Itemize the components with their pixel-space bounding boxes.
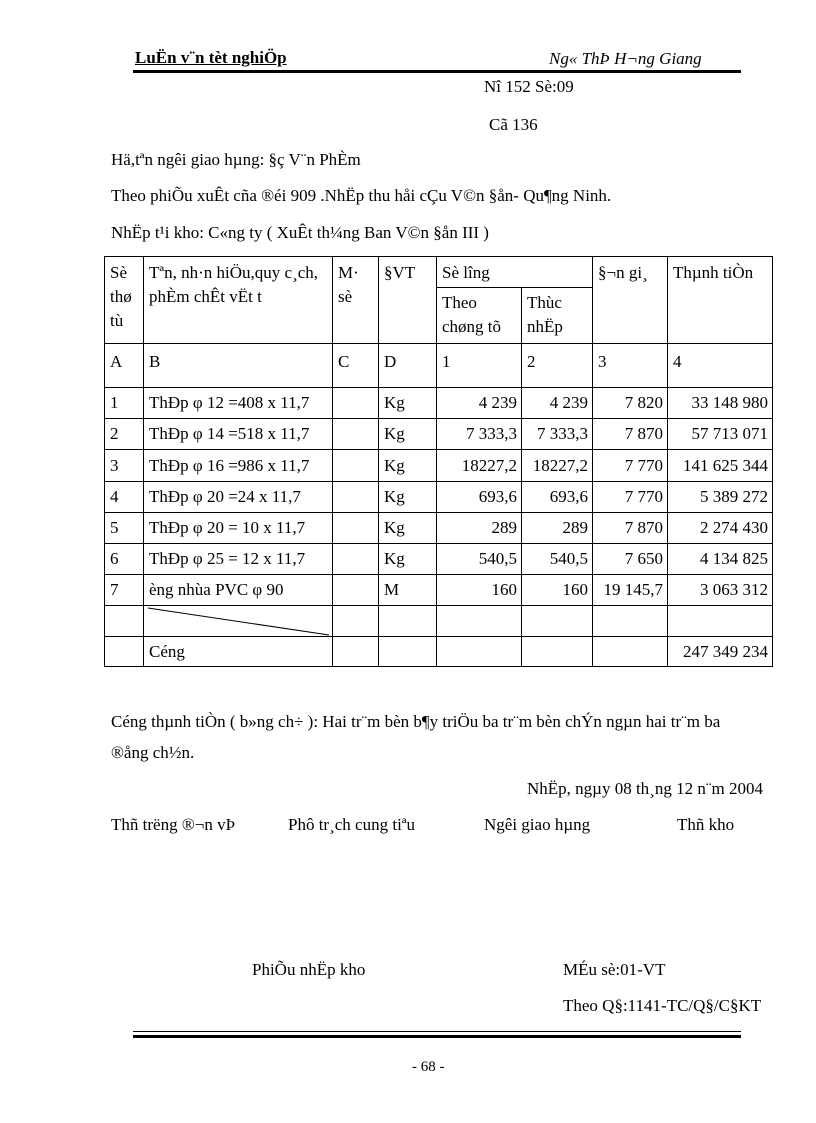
row-code <box>333 419 379 450</box>
row-name: ThÐp φ 20 =24 x 11,7 <box>144 482 333 513</box>
row-unit: Kg <box>379 482 437 513</box>
row-unit: Kg <box>379 513 437 544</box>
row-price: 19 145,7 <box>593 575 668 606</box>
row-amount: 2 274 430 <box>668 513 773 544</box>
form-number: MÉu sè:01-VT <box>563 960 666 979</box>
header-code: M· sè <box>333 257 379 344</box>
row-code <box>333 544 379 575</box>
row-code <box>333 450 379 482</box>
total-row <box>105 637 773 667</box>
row-unit: Kg <box>379 419 437 450</box>
header-qty-real: Thùc nhËp <box>522 288 593 344</box>
row-stt: 1 <box>105 388 144 419</box>
row-qty-real: 289 <box>522 513 593 544</box>
footer-rule-thin <box>133 1031 741 1032</box>
row-price: 7 770 <box>593 482 668 513</box>
form-title: PhiÕu nhËp kho <box>252 960 366 979</box>
thesis-title: LuËn v¨n tèt nghiÖp <box>135 48 287 67</box>
row-amount: 141 625 344 <box>668 450 773 482</box>
table-row <box>105 575 773 606</box>
row-price: 7 870 <box>593 513 668 544</box>
warehouse-line: NhËp t¹i kho: C«ng ty ( XuÊt th¼ng Ban V©n §ån III ) <box>111 223 489 242</box>
row-stt: 3 <box>105 450 144 482</box>
total-in-words: Céng thµnh tiÒn ( b»ng ch÷ ): Hai tr¨m bèn b¶y triÖu ba tr¨m bèn chÝn ngµn hai tr¨m ba <box>111 712 721 731</box>
row-code <box>333 513 379 544</box>
row-qty-doc: 4 239 <box>437 388 522 419</box>
row-qty-doc: 693,6 <box>437 482 522 513</box>
row-price: 7 770 <box>593 450 668 482</box>
row-stt: 6 <box>105 544 144 575</box>
header-qty: Sè lîng <box>437 257 593 288</box>
row-code <box>333 482 379 513</box>
row-name: ThÐp φ 14 =518 x 11,7 <box>144 419 333 450</box>
signature-deliverer: Ngêi giao hµng <box>484 815 591 834</box>
signature-storekeeper: Thñ kho <box>677 815 735 834</box>
blank-row <box>105 606 773 637</box>
row-stt: 5 <box>105 513 144 544</box>
row-name: èng nhùa PVC φ 90 <box>144 575 333 606</box>
page-number: - 68 - <box>412 1059 445 1075</box>
row-stt: 2 <box>105 419 144 450</box>
row-qty-doc: 540,5 <box>437 544 522 575</box>
signature-supply: Phô tr¸ch cung tiªu <box>288 815 415 834</box>
header-stt: Sè thø tù <box>105 257 144 344</box>
credit-account: Cã 136 <box>489 115 538 134</box>
row-price: 7 650 <box>593 544 668 575</box>
row-stt: 7 <box>105 575 144 606</box>
goods-table <box>104 256 773 667</box>
row-name: ThÐp φ 25 = 12 x 11,7 <box>144 544 333 575</box>
letter-cell: 1 <box>437 344 522 388</box>
letter-cell: 4 <box>668 344 773 388</box>
row-qty-real: 693,6 <box>522 482 593 513</box>
table-row <box>105 513 773 544</box>
row-stt: 4 <box>105 482 144 513</box>
row-amount: 57 713 071 <box>668 419 773 450</box>
date-line: NhËp, ngµy 08 th¸ng 12 n¨m 2004 <box>527 779 763 798</box>
row-code <box>333 388 379 419</box>
row-unit: Kg <box>379 544 437 575</box>
letter-cell: 3 <box>593 344 668 388</box>
debit-account: Nî 152 Sè:09 <box>484 77 574 96</box>
row-qty-real: 4 239 <box>522 388 593 419</box>
letter-cell: A <box>105 344 144 388</box>
row-qty-doc: 18227,2 <box>437 450 522 482</box>
row-qty-real: 18227,2 <box>522 450 593 482</box>
row-qty-doc: 7 333,3 <box>437 419 522 450</box>
row-amount: 5 389 272 <box>668 482 773 513</box>
letter-cell: C <box>333 344 379 388</box>
row-unit: Kg <box>379 388 437 419</box>
form-reference: Theo Q§:1141-TC/Q§/C§KT <box>563 996 762 1015</box>
header-amount: Thµnh tiÒn <box>668 257 773 344</box>
diagonal-line <box>144 606 333 637</box>
signature-head-of-unit: Thñ trëng ®¬n vÞ <box>111 815 236 834</box>
row-qty-doc: 160 <box>437 575 522 606</box>
row-name: ThÐp φ 12 =408 x 11,7 <box>144 388 333 419</box>
row-unit: M <box>379 575 437 606</box>
row-price: 7 870 <box>593 419 668 450</box>
header-rule <box>133 70 741 73</box>
letter-cell: B <box>144 344 333 388</box>
row-amount: 3 063 312 <box>668 575 773 606</box>
row-qty-real: 160 <box>522 575 593 606</box>
letter-cell: 2 <box>522 344 593 388</box>
letter-cell: D <box>379 344 437 388</box>
total-amount: 247 349 234 <box>668 637 773 667</box>
row-code <box>333 575 379 606</box>
row-unit: Kg <box>379 450 437 482</box>
table-row <box>105 544 773 575</box>
table-row <box>105 482 773 513</box>
row-name: ThÐp φ 20 = 10 x 11,7 <box>144 513 333 544</box>
strikethrough-cell <box>144 606 333 637</box>
source-line: Theo phiÕu xuÊt cña ®éi 909 .NhËp thu håi cÇu V©n §ån- Qu¶ng Ninh. <box>111 186 612 205</box>
row-qty-doc: 289 <box>437 513 522 544</box>
header-qty-doc: Theo chøng tõ <box>437 288 522 344</box>
table-row <box>105 388 773 419</box>
header-name: Tªn, nh·n hiÖu,quy c¸ch, phÈm chÊt vËt t <box>144 257 333 344</box>
table-row <box>105 450 773 482</box>
total-in-words-cont: ®ång ch½n. <box>111 743 195 762</box>
total-label: Céng <box>144 637 333 667</box>
row-amount: 4 134 825 <box>668 544 773 575</box>
row-qty-real: 7 333,3 <box>522 419 593 450</box>
row-price: 7 820 <box>593 388 668 419</box>
header-unit: §VT <box>379 257 437 344</box>
deliverer-line: Hä,tªn ngêi giao hµng: §ç V¨n PhÈm <box>111 150 361 169</box>
header-price: §¬n gi¸ <box>593 257 668 344</box>
row-qty-real: 540,5 <box>522 544 593 575</box>
footer-rule-thick <box>133 1035 741 1038</box>
author-name: Ng« ThÞ H¬ng Giang <box>549 49 702 68</box>
row-amount: 33 148 980 <box>668 388 773 419</box>
table-row <box>105 419 773 450</box>
row-name: ThÐp φ 16 =986 x 11,7 <box>144 450 333 482</box>
